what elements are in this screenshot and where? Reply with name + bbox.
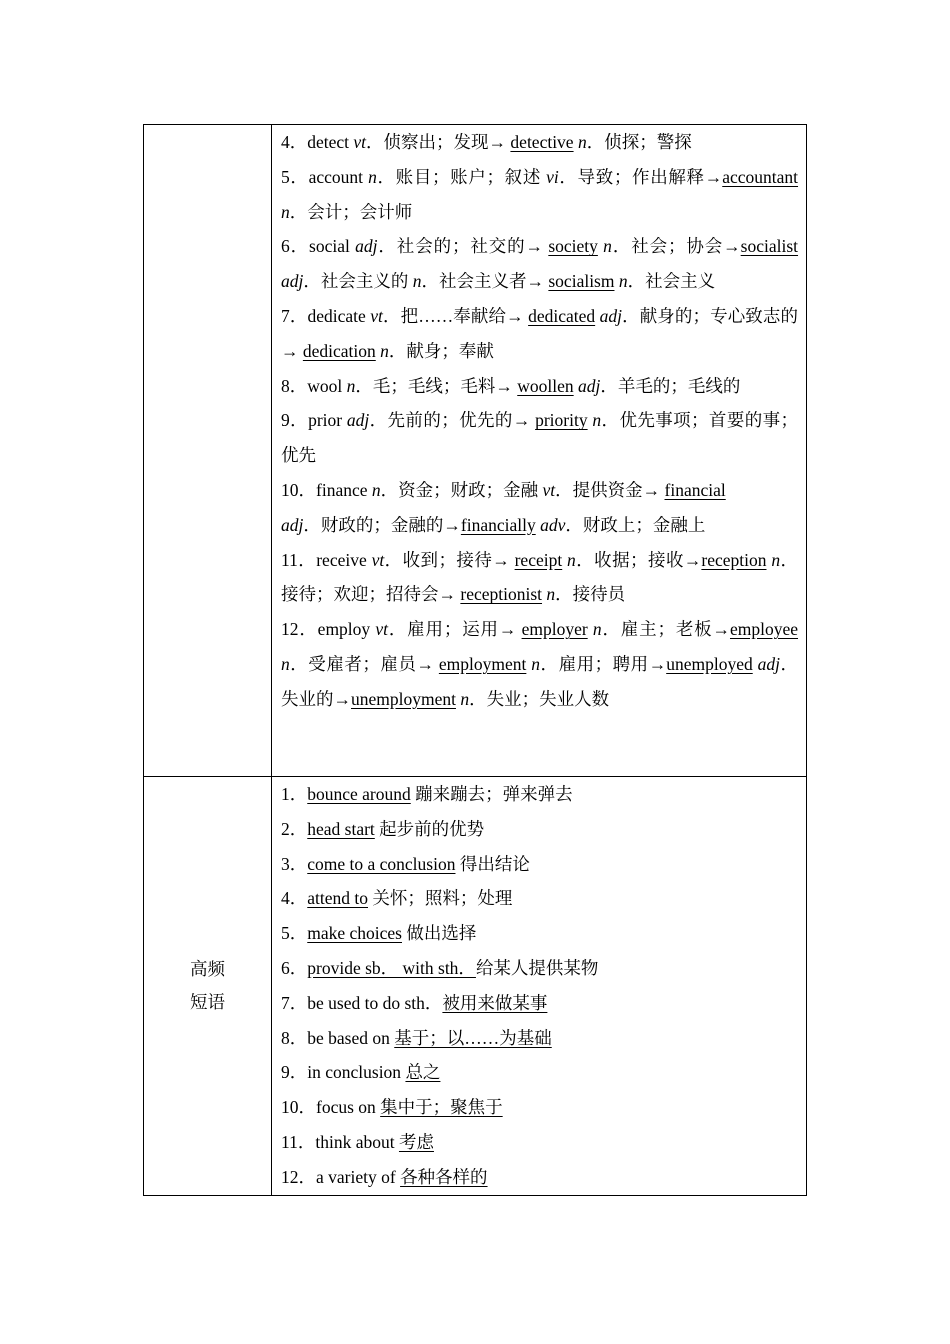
part-of-speech: adj — [752, 653, 780, 674]
definition: ．提供资金→ — [555, 479, 665, 500]
entry-number: 10． — [281, 479, 316, 500]
definition: ．财政的；金融的→ — [303, 514, 461, 535]
word-entry-9 — [281, 403, 798, 473]
derivative-word: employment — [438, 653, 527, 674]
part-of-speech: n — [766, 549, 781, 570]
definition: ．优先事项；首要的事；优先 — [281, 410, 799, 466]
part-of-speech: n — [346, 375, 356, 396]
phrase-meaning: 集中于；聚焦于 — [380, 1097, 503, 1118]
phrase-meaning: 关怀；照料；处理 — [368, 888, 513, 909]
table-row-phrases — [144, 777, 807, 1196]
part-of-speech: n — [587, 410, 602, 431]
derivative-word: priority — [535, 410, 588, 431]
definition: ．雇用；聘用→ — [540, 653, 667, 674]
phrase-entry — [281, 1125, 798, 1160]
part-of-speech: n — [371, 479, 381, 500]
phrase-entry — [281, 847, 798, 882]
entry-number: 9． — [281, 1062, 308, 1083]
word-entry-8 — [281, 369, 798, 404]
definition: ．社会；协会→ — [611, 236, 741, 257]
derivative-word: unemployment — [351, 688, 456, 709]
definition: ．毛；毛线；毛料→ — [355, 375, 518, 396]
phrase-english: attend to — [307, 888, 368, 909]
headword: detect — [307, 132, 354, 152]
part-of-speech: n — [573, 132, 587, 152]
phrase-entry — [281, 1090, 798, 1125]
word-entry-11 — [281, 543, 798, 613]
vocabulary-table — [143, 124, 807, 1196]
headword: account — [308, 166, 369, 187]
entry-number: 10． — [281, 1097, 316, 1118]
definition: ．收据；接收→ — [575, 549, 702, 570]
definition: ．资金；财政；金融 — [380, 479, 543, 500]
part-of-speech: n — [587, 619, 602, 640]
definition: ．账目；账户；叙述 — [376, 166, 547, 187]
phrase-english: provide sb． with sth． — [307, 957, 476, 978]
phrase-meaning: 起步前的优势 — [374, 818, 485, 839]
definition: ．献身；奉献 — [388, 340, 494, 361]
part-of-speech: adj — [346, 410, 370, 431]
word-entry-4 — [281, 125, 798, 160]
entry-number: 7． — [281, 992, 308, 1013]
entry-number: 4． — [281, 888, 308, 909]
definition: ．雇主；老板→ — [601, 619, 730, 640]
definition: ．失业的→ — [281, 653, 799, 709]
derivative-word: accountant — [722, 166, 799, 187]
category-label-line2: 短语 — [190, 991, 225, 1012]
phrase-entry — [281, 881, 798, 916]
phrase-entry — [281, 812, 798, 847]
phrase-english: make choices — [307, 923, 402, 944]
definition: ．雇用；运用→ — [388, 619, 522, 640]
part-of-speech: adv — [535, 514, 566, 535]
definition: ．社会主义者→ — [421, 271, 549, 292]
entry-number: 8． — [281, 375, 308, 396]
derivative-word: society — [548, 236, 598, 257]
phrase-meaning: 考虑 — [398, 1131, 434, 1152]
definition: ．侦察出；发现→ — [366, 132, 511, 152]
part-of-speech: n — [542, 584, 556, 605]
entry-number: 4． — [281, 132, 308, 152]
derivative-word: woollen — [517, 375, 574, 396]
phrase-meaning: 被用来做某事 — [442, 992, 548, 1013]
phrase-meaning: 基于；以……为基础 — [394, 1027, 552, 1048]
part-of-speech: vt — [542, 479, 556, 500]
part-of-speech: n — [368, 166, 377, 187]
headword: wool — [307, 375, 347, 396]
derivative-word: receptionist — [460, 584, 543, 605]
entry-number: 12． — [281, 619, 318, 640]
category-label-line1: 高频 — [190, 958, 225, 979]
definition: ．失业；失业人数 — [469, 688, 610, 709]
definition: ．财政上；金融上 — [565, 514, 706, 535]
definition: ．受雇者；雇员→ — [289, 653, 439, 674]
phrase-english: head start — [307, 818, 375, 839]
part-of-speech: vt — [375, 619, 389, 640]
derivative-word: receipt — [514, 549, 563, 570]
entry-number: 7． — [281, 305, 308, 326]
part-of-speech: n — [375, 340, 389, 361]
phrase-entry — [281, 986, 798, 1021]
phrase-english: focus on — [316, 1097, 381, 1118]
headword: prior — [308, 410, 347, 431]
part-of-speech: n — [281, 653, 290, 674]
derivative-word: detective — [510, 132, 574, 152]
phrase-list-cell — [272, 777, 807, 1196]
definition: ．社会主义的 — [303, 271, 413, 292]
entry-number: 3． — [281, 853, 308, 874]
derivative-word: financially — [460, 514, 536, 535]
definition: ．收到；接待→ — [384, 549, 515, 570]
part-of-speech: adj — [281, 271, 304, 292]
definition: ．先前的；优先的→ — [369, 410, 536, 431]
phrase-english: in conclusion — [307, 1062, 406, 1083]
part-of-speech: n — [526, 653, 541, 674]
category-cell-empty — [144, 125, 272, 777]
phrase-meaning: 做出选择 — [402, 923, 477, 944]
part-of-speech: vi — [546, 166, 559, 187]
phrase-english: come to a conclusion — [307, 853, 456, 874]
entry-number: 5． — [281, 923, 308, 944]
entry-number: 1． — [281, 784, 308, 804]
entry-number: 11． — [281, 1131, 316, 1152]
entry-number: 6． — [281, 236, 310, 257]
derivative-word: socialism — [548, 271, 615, 292]
phrase-entry — [281, 777, 798, 812]
entry-number: 6． — [281, 957, 308, 978]
part-of-speech: n — [614, 271, 628, 292]
part-of-speech: adj — [281, 514, 304, 535]
part-of-speech: n — [562, 549, 576, 570]
word-entry-5 — [281, 160, 798, 230]
derivative-word: dedicated — [528, 305, 596, 326]
part-of-speech: adj — [355, 236, 378, 257]
entry-number: 5． — [281, 166, 309, 187]
word-entry-6 — [281, 229, 798, 299]
phrase-meaning: 得出结论 — [455, 853, 530, 874]
derivative-word: financial — [664, 479, 726, 500]
word-entry-7 — [281, 299, 798, 369]
table-row-words — [144, 125, 807, 777]
part-of-speech: vt — [370, 305, 383, 326]
part-of-speech: vt — [371, 549, 385, 570]
phrase-english: a variety of — [316, 1166, 401, 1187]
part-of-speech: n — [281, 201, 290, 222]
phrase-english: think about — [315, 1131, 399, 1152]
part-of-speech: vt — [353, 132, 367, 152]
phrase-list — [281, 777, 798, 1195]
derivative-word: reception — [701, 549, 767, 570]
definition: ．社会的；社交的→ — [377, 236, 549, 257]
definition: ．社会主义 — [627, 271, 716, 292]
definition: ．接待；欢迎；招待会→ — [281, 549, 799, 605]
category-cell-phrases — [144, 777, 272, 1196]
definition: ．献身的；专心致志的→ — [281, 305, 799, 361]
derivative-word: employer — [521, 619, 588, 640]
definition: ．导致；作出解释→ — [558, 166, 723, 187]
derivative-word: unemployed — [666, 653, 753, 674]
word-entry-12 — [281, 612, 798, 716]
derivative-word: socialist — [740, 236, 799, 257]
phrase-meaning: 蹦来蹦去；弹来弹去 — [410, 784, 573, 804]
word-entry-10 — [281, 473, 798, 543]
phrase-entry — [281, 916, 798, 951]
definition: ．把……奉献给→ — [382, 305, 529, 326]
headword: employ — [317, 619, 376, 640]
phrase-entry — [281, 951, 798, 986]
headword: dedicate — [307, 305, 371, 326]
headword: social — [309, 236, 356, 257]
part-of-speech: adj — [573, 375, 601, 396]
phrase-entry — [281, 1021, 798, 1056]
definition: ．羊毛的；毛线的 — [600, 375, 741, 396]
phrase-entry — [281, 1160, 798, 1195]
entry-number: 8． — [281, 1027, 308, 1048]
entry-number: 11． — [281, 549, 317, 570]
definition: ．会计；会计师 — [289, 201, 413, 222]
definition: ．接待员 — [555, 584, 626, 605]
phrase-english: be used to do sth． — [307, 992, 443, 1013]
phrase-english: bounce around — [307, 784, 411, 804]
part-of-speech: adj — [595, 305, 622, 326]
derivative-word: dedication — [302, 340, 376, 361]
entry-number: 9． — [281, 410, 309, 431]
word-list-cell — [272, 125, 807, 777]
part-of-speech: n — [455, 688, 470, 709]
part-of-speech: n — [412, 271, 422, 292]
phrase-meaning: 各种各样的 — [400, 1166, 488, 1187]
phrase-meaning: 总之 — [405, 1062, 441, 1083]
derivative-word: employee — [729, 619, 799, 640]
phrase-meaning: 给某人提供某物 — [475, 957, 599, 978]
definition: ．侦探；警探 — [586, 132, 692, 152]
phrase-entry — [281, 1055, 798, 1090]
headword: receive — [316, 549, 372, 570]
headword: finance — [316, 479, 372, 500]
entry-number: 12． — [281, 1166, 316, 1187]
entry-number: 2． — [281, 818, 308, 839]
part-of-speech: n — [597, 236, 612, 257]
phrase-english: be based on — [307, 1027, 395, 1048]
